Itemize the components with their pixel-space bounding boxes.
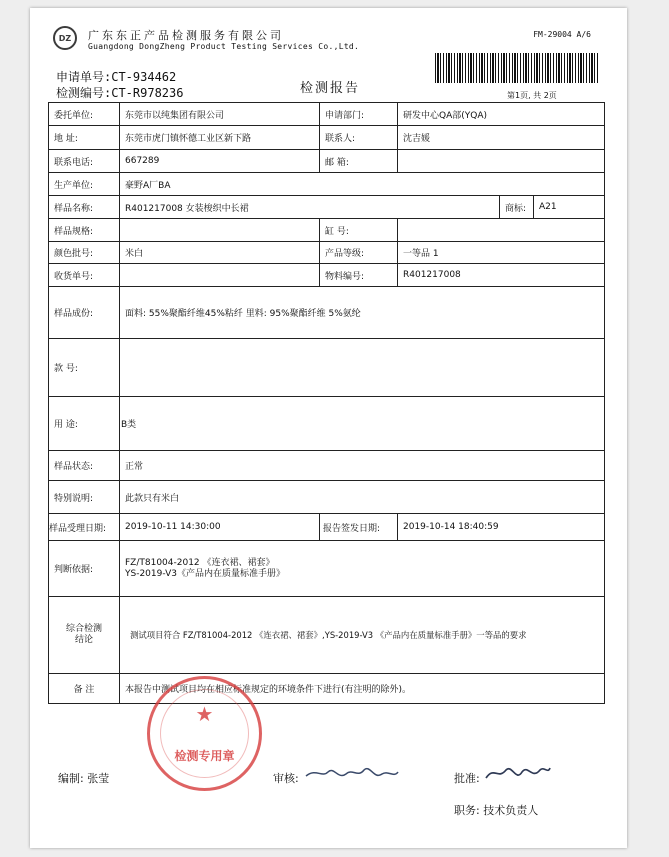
contact-value: 沈吉媛 <box>398 126 605 150</box>
grade-label: 产品等级: <box>320 242 398 264</box>
composition-label: 样品成份: <box>49 287 120 339</box>
accept-date-value: 2019-10-11 14:30:00 <box>120 514 320 541</box>
phone-value: 667289 <box>120 150 320 173</box>
email-value <box>398 150 605 173</box>
report-title: 检测报告 <box>300 81 361 96</box>
approver-label: 批准: <box>454 772 480 785</box>
producer-value: 豪野A厂BA <box>120 173 605 196</box>
table-row <box>49 674 605 704</box>
vat-value <box>398 219 605 242</box>
producer-label: 生产单位: <box>49 173 120 196</box>
remarks-value: 本报告中测试项目均在相应标准规定的环境条件下进行(有注明的除外)。 <box>120 674 605 704</box>
page-info: 第1页, 共 2页 <box>507 91 557 100</box>
table-row <box>49 397 605 451</box>
inspection-seal <box>147 676 262 791</box>
logo-text: DZ <box>58 33 72 43</box>
table-row <box>49 541 605 597</box>
table-row <box>49 481 605 514</box>
conclusion-label <box>49 597 120 674</box>
address-label: 地 址: <box>49 126 120 150</box>
compiler: 编制: 张莹 <box>58 772 110 785</box>
client-value: 东莞市以纯集团有限公司 <box>120 103 320 126</box>
basis-label: 判断依据: <box>49 541 120 597</box>
table-row <box>49 264 605 287</box>
table-row <box>49 242 605 264</box>
sample-name-value: R401217008 女装梭织中长裙 <box>120 196 500 219</box>
phone-label: 联系电话: <box>49 150 120 173</box>
basis-line-1: FZ/T81004-2012 《连衣裙、裙套》 <box>125 557 275 568</box>
state-value: 正常 <box>120 451 605 481</box>
table-row <box>49 150 605 173</box>
approver-signature <box>482 758 552 788</box>
spec-value <box>120 219 320 242</box>
company-name-cn: 广东东正产品检测服务有限公司 <box>88 29 284 42</box>
barcode <box>435 53 598 83</box>
table-row <box>49 173 605 196</box>
conclusion-label-line-2: 结论 <box>74 635 93 645</box>
trademark-label: 商标: <box>500 196 534 219</box>
special-label: 特别说明: <box>49 481 120 514</box>
email-label: 邮 箱: <box>320 150 398 173</box>
table-row <box>49 287 605 339</box>
contact-label: 联系人: <box>320 126 398 150</box>
application-number: 申请单号:CT-934462 <box>56 70 177 84</box>
composition-value: 面料: 55%聚酯纤维45%粘纤 里料: 95%聚酯纤维 5%氨纶 <box>120 287 605 339</box>
usage-value: B类 <box>120 397 605 451</box>
conclusion-value: 测试项目符合 FZ/T81004-2012 《连衣裙、裙套》,YS-2019-V3 《产品内在质量标准手册》一等品的要求 <box>120 597 605 674</box>
vat-label: 缸 号: <box>320 219 398 242</box>
table-row <box>49 126 605 150</box>
material-no-value: R401217008 <box>398 264 605 287</box>
table-row <box>49 451 605 481</box>
table-row <box>49 196 605 219</box>
style-label: 款 号: <box>49 339 120 397</box>
dept-value: 研发中心QA部(YQA) <box>398 103 605 126</box>
color-label: 颜色批号: <box>49 242 120 264</box>
table-row <box>49 219 605 242</box>
receipt-value <box>120 264 320 287</box>
table-row <box>49 514 605 541</box>
conclusion-label-line-1: 综合检测 <box>65 624 102 634</box>
issue-date-value: 2019-10-14 18:40:59 <box>398 514 605 541</box>
test-number: 检测编号:CT-R978236 <box>56 86 184 100</box>
table-row <box>49 597 605 674</box>
material-no-label: 物料编号: <box>320 264 398 287</box>
basis-value <box>120 541 605 597</box>
company-logo <box>53 26 77 50</box>
reviewer-signature <box>302 758 402 788</box>
trademark-value: A21 <box>534 196 605 219</box>
report-table <box>48 102 605 704</box>
usage-label: 用 途: <box>49 397 120 451</box>
spec-label: 样品规格: <box>49 219 120 242</box>
seal-text: 检测专用章 <box>174 749 235 763</box>
style-value <box>120 339 605 397</box>
table-row <box>49 103 605 126</box>
table-row <box>49 339 605 397</box>
client-label: 委托单位: <box>49 103 120 126</box>
issue-date-label: 报告签发日期: <box>320 514 398 541</box>
color-value: 米白 <box>120 242 320 264</box>
receipt-label: 收货单号: <box>49 264 120 287</box>
seal-star-icon: ★ <box>195 701 214 726</box>
sample-name-label: 样品名称: <box>49 196 120 219</box>
position: 职务: 技术负责人 <box>454 804 539 817</box>
special-value: 此款只有米白 <box>120 481 605 514</box>
state-label: 样品状态: <box>49 451 120 481</box>
dept-label: 申请部门: <box>320 103 398 126</box>
accept-date-label: 样品受理日期: <box>49 514 120 541</box>
remarks-label: 备 注 <box>49 674 120 704</box>
company-name-en: Guangdong DongZheng Product Testing Services Co.,Ltd. <box>88 42 360 51</box>
form-code: FM-29004 A/6 <box>533 30 591 39</box>
address-value: 东莞市虎门镇怀德工业区新下路 <box>120 126 320 150</box>
basis-line-2: YS-2019-V3《产品内在质量标准手册》 <box>125 568 285 579</box>
reviewer-label: 审核: <box>273 772 299 785</box>
grade-value: 一等品 1 <box>398 242 605 264</box>
